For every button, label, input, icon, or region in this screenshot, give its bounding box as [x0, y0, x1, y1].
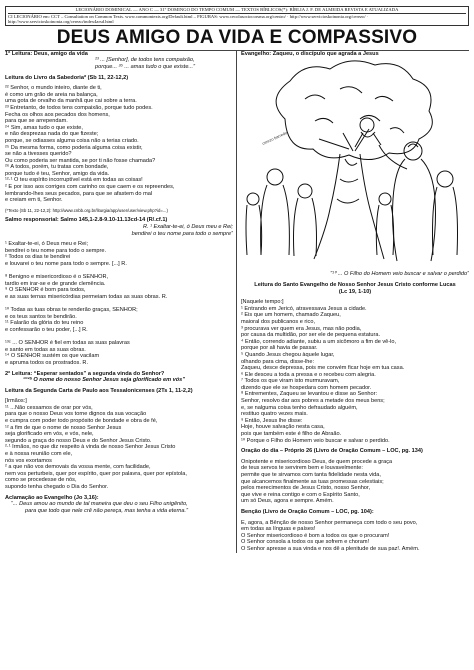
psalm-response-line: bendirei o teu nome para todo o sempre” [131, 230, 233, 237]
text-line: como se procedesse de nós, [5, 477, 77, 484]
text-line: ¹³ᶜ ... O SENHOR é fiel em todas as suas palavras [5, 340, 130, 347]
text-line: ⁸ Entrementes, Zaqueu se levantou e disse ao Senhor: [241, 391, 378, 398]
illustration-signature: cerezo barredo [261, 130, 288, 147]
text-line: pois que também este é filho de Abraão. [241, 431, 342, 438]
first-quote-line: porque... ²⁶ ... amas tudo o que existe...” [95, 63, 195, 70]
text-line: maioral dos publicanos e rico, [241, 318, 315, 325]
thess-heading: Leitura da Segunda Carta de Paulo aos Tessalonicenses (2Ts 1, 11-2,2) [5, 387, 193, 394]
text-line: ²³ Entretanto, de todos tens compaixão, porque tudo podes. [5, 104, 153, 111]
text-line: ³ procurava ver quem era Jesus, mas não podia, [241, 325, 362, 332]
text-line: ⁵ Quando Jesus chegou àquele lugar, [241, 351, 335, 358]
text-line: Zaqueu, desce depressa, pois me convém ficar hoje em tua casa. [241, 365, 405, 372]
text-line: permite que te sirvamos com tanta fidelidade nesta vida, [241, 472, 381, 478]
text-line: E, agora, a Bênção de nosso Senhor permaneça com todo o seu povo, [241, 519, 418, 526]
second-reading-label: 2ª Leitura: “Esperar sentados” a segunda vinda do Senhor? [5, 370, 165, 377]
text-line: ¹¹ Falarão da glória do teu reino [5, 320, 84, 327]
text-line: ¹ Exaltar-te-ei, ó Deus meu e Rei; [5, 241, 89, 248]
text-line: ¹²·¹ O teu espírito incorruptível está em todas as coisas! [5, 177, 143, 184]
text-line: e confessarão o teu poder, [...] R. [5, 326, 88, 333]
text-line: e louvarei o teu nome para todo o sempre. [...] R. [5, 261, 127, 267]
text-line: ⁹ Então, Jesus lhe disse: [241, 417, 303, 424]
text-line: ¹² a fim de que o nome de nosso Senhor Jesus [5, 424, 122, 431]
text-line: para que o nosso Deus vos torne dignos da sua vocação [5, 411, 147, 418]
text-line: ⁸ Benigno e misericordioso é o SENHOR, [5, 274, 109, 281]
text-line: seja glorificado em vós, e vós, nele, [5, 431, 94, 438]
text-line: por causa da multidão, por ser ele de pequena estatura. [241, 332, 381, 339]
thess-text [5, 398, 233, 490]
text-line: é como um grão de areia na balança, [5, 91, 98, 98]
two-column-body [5, 50, 469, 553]
right-column [237, 51, 469, 553]
text-line: e as suas ternas misericórdias permeiam todas as suas obras. R. [5, 293, 168, 300]
acclamation-heading: Aclamação ao Evangelho (Jo 3,16): [5, 494, 99, 501]
acclamation-line: “... Deus amou ao mundo de tal maneira que deu o seu Filho unigênito, [11, 501, 188, 508]
text-line: ² a que não vos demovais da vossa mente, com facilidade, [5, 464, 151, 471]
second-quote: “¹²ᵇ O nome do nosso Senhor Jesus seja glorificado em vós” [23, 377, 186, 384]
blessing-heading: Benção (Livro de Oração Comum – LOC, pg. 104): [241, 508, 374, 515]
luke-heading-line: Leitura do Santo Evangelho de Nosso Senhor Jesus Cristo conforme Lucas [254, 281, 456, 288]
text-line: O Senhor consola a todos os que sofrem e choram! [241, 539, 370, 546]
text-line: porque, se odiasses alguma coisa não a terias criado. [5, 137, 139, 144]
header-line-1: LECIONÁRIO DOMINICAL — ANO C — 31º DOMINGO DO TEMPO COMUM — TEXTOS BÍBLICOS(*): BÍBLIA J. F. DE ALMEIDA REVISTA E ATUALIZADA [75, 7, 399, 12]
wisdom-text [5, 85, 233, 204]
wisdom-source: (*Texto (Sb 11, 22-12,2): http://www.cnbb.org.br/liturgia/app/user/user/view.php?id=...) [5, 208, 168, 214]
text-line: e, se nalguma coisa tenho defraudado alguém, [241, 404, 358, 411]
text-line: O Senhor misericordioso é bom a todos os que o procuram! [241, 532, 390, 539]
header-line-2: CI LECIONÁRIO em: CCT – Consultation on Common Texts. www.commontexts.org/Default.html – FIGURAS: www.cecolasociocorsma.org/centro/ · http://www.servicioskoinonia.org/cerezo/ · http://www.servicioskoinonia.org/cerezo/index4arsd.html [8, 13, 466, 25]
text-line: olhando para cima, disse-lhe: [241, 358, 315, 365]
text-line: [Irmãos:] [5, 398, 27, 405]
text-line: e santo em todas as suas obras. [5, 346, 86, 353]
text-line: ¹⁰ Porque o Filho do Homem veio buscar e salvar o perdido. [241, 437, 390, 444]
psalm-heading: Salmo responsorial: Salmo 145,1-2.8-9.10-11.13cd-14 (R/.cf.1) [5, 217, 168, 224]
text-line: ⁴ Então, correndo adiante, subiu a um sicômoro a fim de vê-lo, [241, 338, 397, 345]
text-line: porque tudo é teu, Senhor, amigo da vida. [5, 170, 110, 177]
text-line: supondo tenha chegado o Dia do Senhor. [5, 484, 109, 490]
text-line: de teus servos te servirem bem e louvavelmente: [241, 465, 363, 472]
acclamation-line: para que todo que nele crê não pereça, mas tenha a vida eterna.” [25, 507, 188, 514]
text-line: Onipotente e misericordioso Deus, de quem procede a graça [241, 458, 393, 465]
prayer-heading: Oração do dia – Próprio 26 (Livro de Oração Comum – LOC, pg. 134) [241, 448, 423, 455]
text-line: porque por ali havia de passar. [241, 345, 318, 352]
psalm-response-line: R. ¹ Exaltar-te-ei, ó Deus meu e Rei; [142, 224, 233, 231]
text-line: Fecha os olhos aos pecados dos homens, [5, 111, 110, 118]
text-line: em todas as línguas e países! [241, 526, 316, 533]
text-line: Senhor, resolvo dar aos pobres a metade dos meus bens; [241, 398, 385, 405]
page-title: DEUS AMIGO DA VIDA E COMPASSIVO [56, 26, 418, 48]
text-line: Hoje, houve salvação nesta casa, [241, 424, 325, 431]
text-line: ¹⁴ O SENHOR sustém os que vacilam [5, 353, 100, 360]
text-line: uma gota de orvalho da manhã que cai sobre a terra. [5, 98, 137, 105]
blessing-text [241, 520, 469, 553]
text-line [5, 301, 233, 308]
text-line: que alcancemos finalmente as tuas promessas celestiais; [241, 478, 384, 485]
text-line: tardio em irar-se e de grande clemência. [5, 280, 106, 287]
illustration-caption: “¹⁰ ... O Filho do Homem veio buscar e salvar o perdido” [330, 271, 469, 278]
text-line: ² Todos os dias te bendirei [5, 254, 71, 261]
text-line: se não a tivesses querido? [5, 151, 72, 158]
luke-text [241, 299, 469, 444]
text-line: O Senhor apresse a sua vinda e nos dê a plenitude de sua paz!. Amém. [241, 545, 420, 552]
text-line: Ou como poderia ser mantida, se por ti não fosse chamada? [5, 157, 156, 164]
text-line: e os teus santos te bendirão. [5, 313, 77, 320]
text-line: segundo a graça do nosso Deus e do Senhor Jesus Cristo. [5, 437, 152, 444]
text-line: nem vos perturbeis, quer por espírito, quer por palavra, quer por epístola, [5, 470, 187, 477]
wisdom-heading: Leitura do Livro da Sabedoria* (Sb 11, 22-12,2) [5, 74, 129, 81]
text-line: e apruma todos os prostrados. R. [5, 359, 89, 366]
left-column [5, 51, 237, 553]
text-line: ²⁴ Sim, amas tudo o que existe, [5, 124, 83, 131]
text-line: ¹⁰ Todas as tuas obras te renderão graças, SENHOR; [5, 307, 138, 314]
text-line: lembrando-lhes seus pecados, para que se afastem do mal [5, 190, 153, 197]
text-line: bendirei o teu nome para todo o sempre. [5, 247, 107, 254]
text-line: e creiam em ti, Senhor. [5, 197, 63, 204]
text-line: ⁷ Todos os que viram isto murmuravam, [241, 378, 340, 385]
text-line: um só Deus, agora e sempre. Amém. [241, 498, 334, 505]
text-line: e não desprezas nada do que fizeste; [5, 131, 99, 138]
text-line: e cumpra com poder todo propósito de bondade e obra de fé, [5, 418, 158, 425]
text-line: ¹ Entrando em Jericó, atravessava Jesus a cidade. [241, 305, 367, 312]
text-line: que vive e reina contigo e com o Espírito Santo, [241, 491, 360, 498]
text-line: ²⁵ Da mesma forma, como poderia alguma coisa existir, [5, 144, 143, 151]
gospel-label: Evangelho: Zaqueu, o discípulo que agrada a Jesus [241, 50, 379, 57]
prayer-text [241, 459, 469, 505]
text-line: ⁶ Ele desceu a toda a pressa e o recebeu com alegria. [241, 371, 376, 378]
text-line: nós vos exortamos [5, 457, 52, 464]
psalm-text [5, 241, 233, 366]
text-line: ² Eis que um homem, chamado Zaqueu, [241, 312, 341, 319]
text-line: e à nossa reunião com ele, [5, 451, 73, 458]
text-line: dizendo que ele se hospedara com homem pecador. [241, 384, 372, 391]
zacchaeus-tree-illustration [245, 59, 465, 264]
text-line: restituo quatro vezes mais. [241, 411, 308, 418]
first-reading-label: 1ª Leitura: Deus, amigo da vida [5, 50, 88, 57]
text-line: [Naquele tempo:] [241, 299, 284, 306]
luke-heading-line: (Lc 19, 1-10) [338, 288, 372, 295]
text-line: ²² Senhor, o mundo inteiro, diante de ti, [5, 85, 102, 92]
text-line: ²⁶ A todos, porém, tu tratas com bondade, [5, 164, 109, 171]
text-line: ²·¹ Irmãos, no que diz respeito à vinda de nosso Senhor Jesus Cristo [5, 444, 176, 451]
text-line [5, 268, 233, 275]
text-line: para que se arrependam. [5, 118, 68, 125]
first-quote-line: ²³ ... [Senhor], de todos tens compaixão, [95, 57, 195, 64]
text-line [5, 334, 233, 341]
text-line: ² E por isso aos corriges com carinho os que caem e os repreendes, [5, 184, 175, 191]
page-header [5, 6, 469, 26]
text-line: pelos merecimentos de Jesus Cristo, nosso Senhor, [241, 485, 371, 492]
text-line: ⁹ O SENHOR é bom para todos, [5, 287, 86, 294]
text-line: ¹¹ ...Não cessamos de orar por vós, [5, 404, 93, 411]
